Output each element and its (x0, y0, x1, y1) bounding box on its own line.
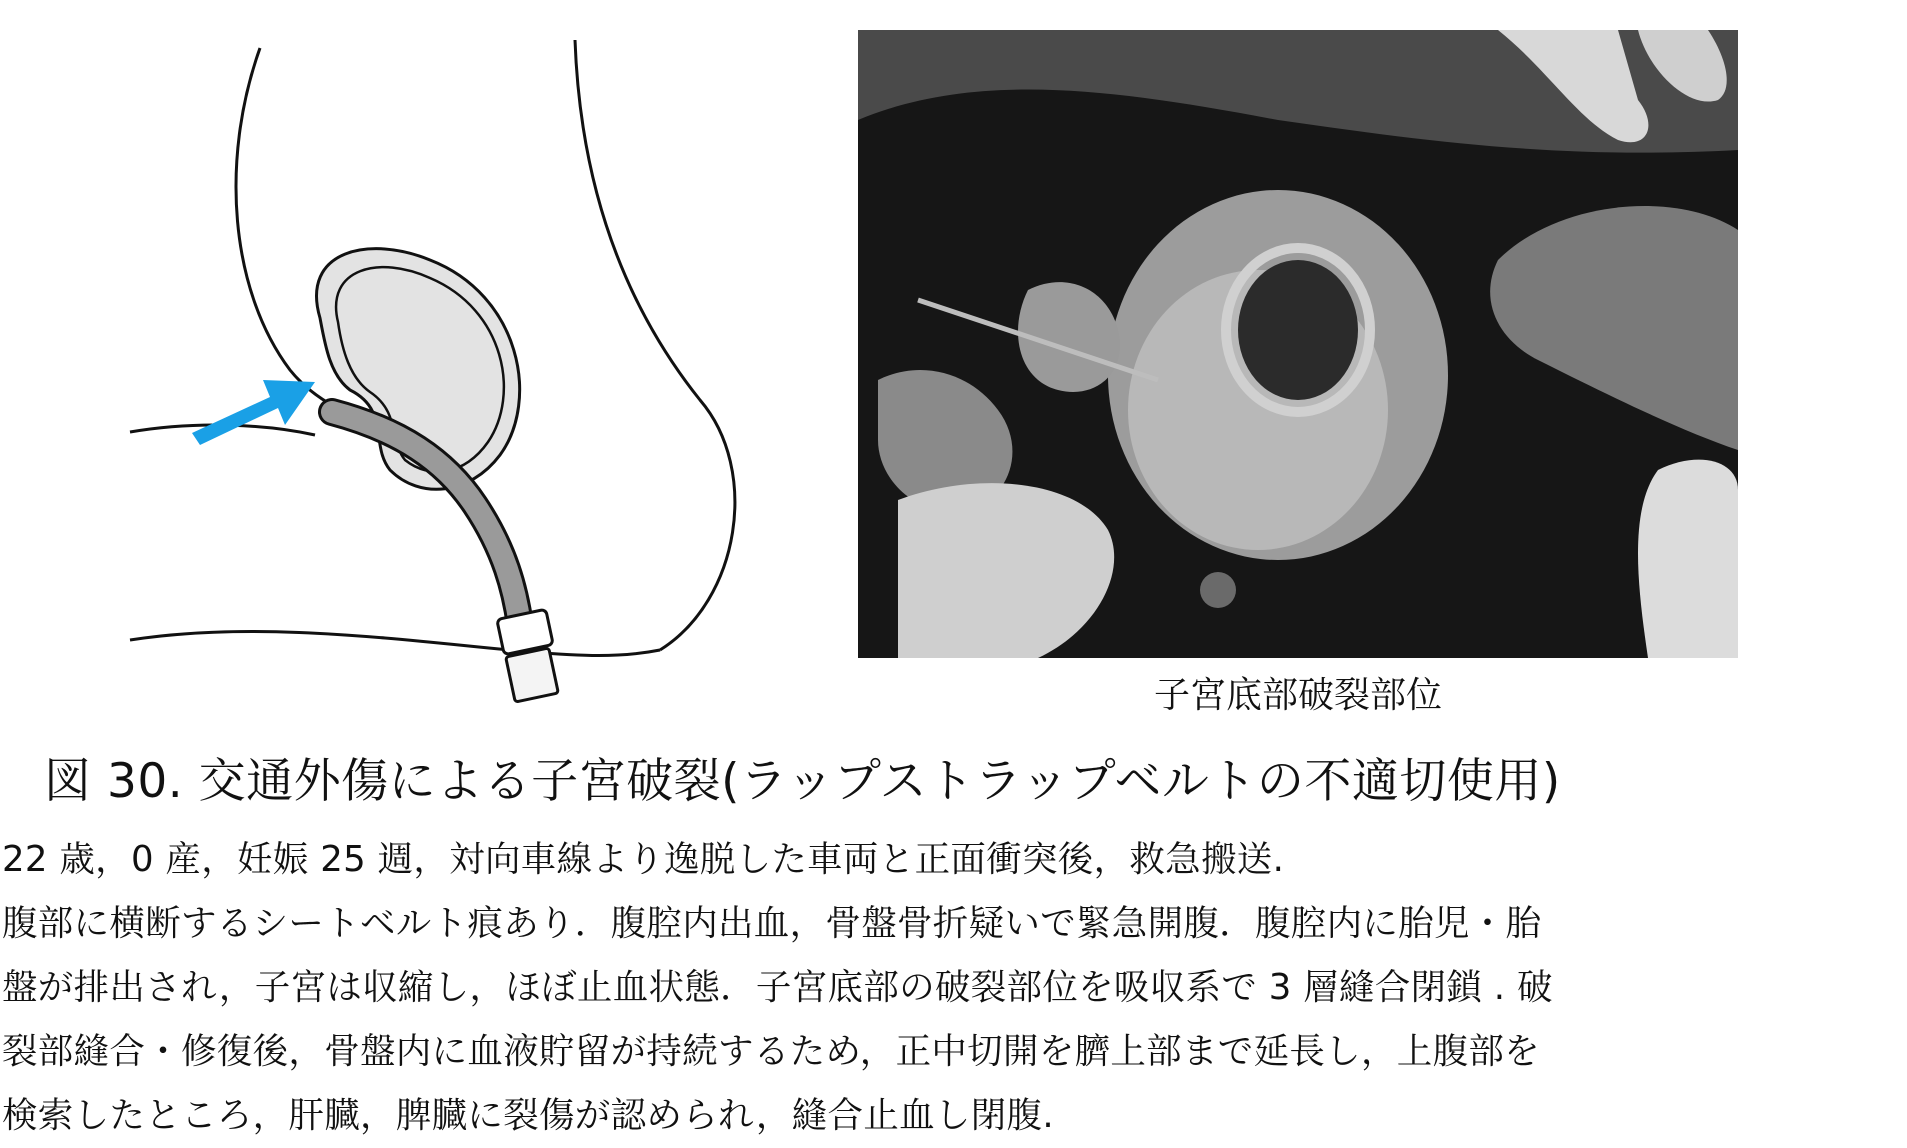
impact-arrow-icon (192, 380, 315, 445)
thigh-lower-line (130, 632, 660, 656)
lap-belt-illustration (100, 40, 760, 710)
surgical-photo (858, 30, 1738, 658)
description-line-3: 盤が排出され，子宮は収縮し，ほぼ止血状態．子宮底部の破裂部位を吸収系で 3 層縫合閉鎖 . 破 (2, 967, 1553, 1008)
belt-buckle-latch (506, 648, 559, 702)
figure-title: 図 30. 交通外傷による子宮破裂(ラップストラップベルトの不適切使用) (44, 754, 1561, 809)
photo-rupture-site (1238, 260, 1358, 400)
description-line-5: 検索したところ，肝臓，脾臓に裂傷が認められ，縫合止血し閉腹. (2, 1095, 1054, 1136)
photo-caption: 子宮底部破裂部位 (1153, 675, 1442, 716)
description-line-2: 腹部に横断するシートベルト痕あり．腹腔内出血，骨盤骨折疑いで緊急開腹．腹腔内に胎児・胎 (2, 903, 1542, 944)
description-line-1: 22 歳，0 産，妊娠 25 週，対向車線より逸脱した車両と正面衝突後，救急搬送. (2, 839, 1285, 880)
figure-description (2, 828, 1902, 1148)
photo-glove-bottom-right (1638, 460, 1738, 658)
description-line-4: 裂部縫合・修復後，骨盤内に血液貯留が持続するため，正中切開を臍上部まで延長し，上腹部を (2, 1031, 1540, 1072)
abdomen-outline (575, 40, 735, 650)
photo-clamp (1200, 572, 1236, 608)
